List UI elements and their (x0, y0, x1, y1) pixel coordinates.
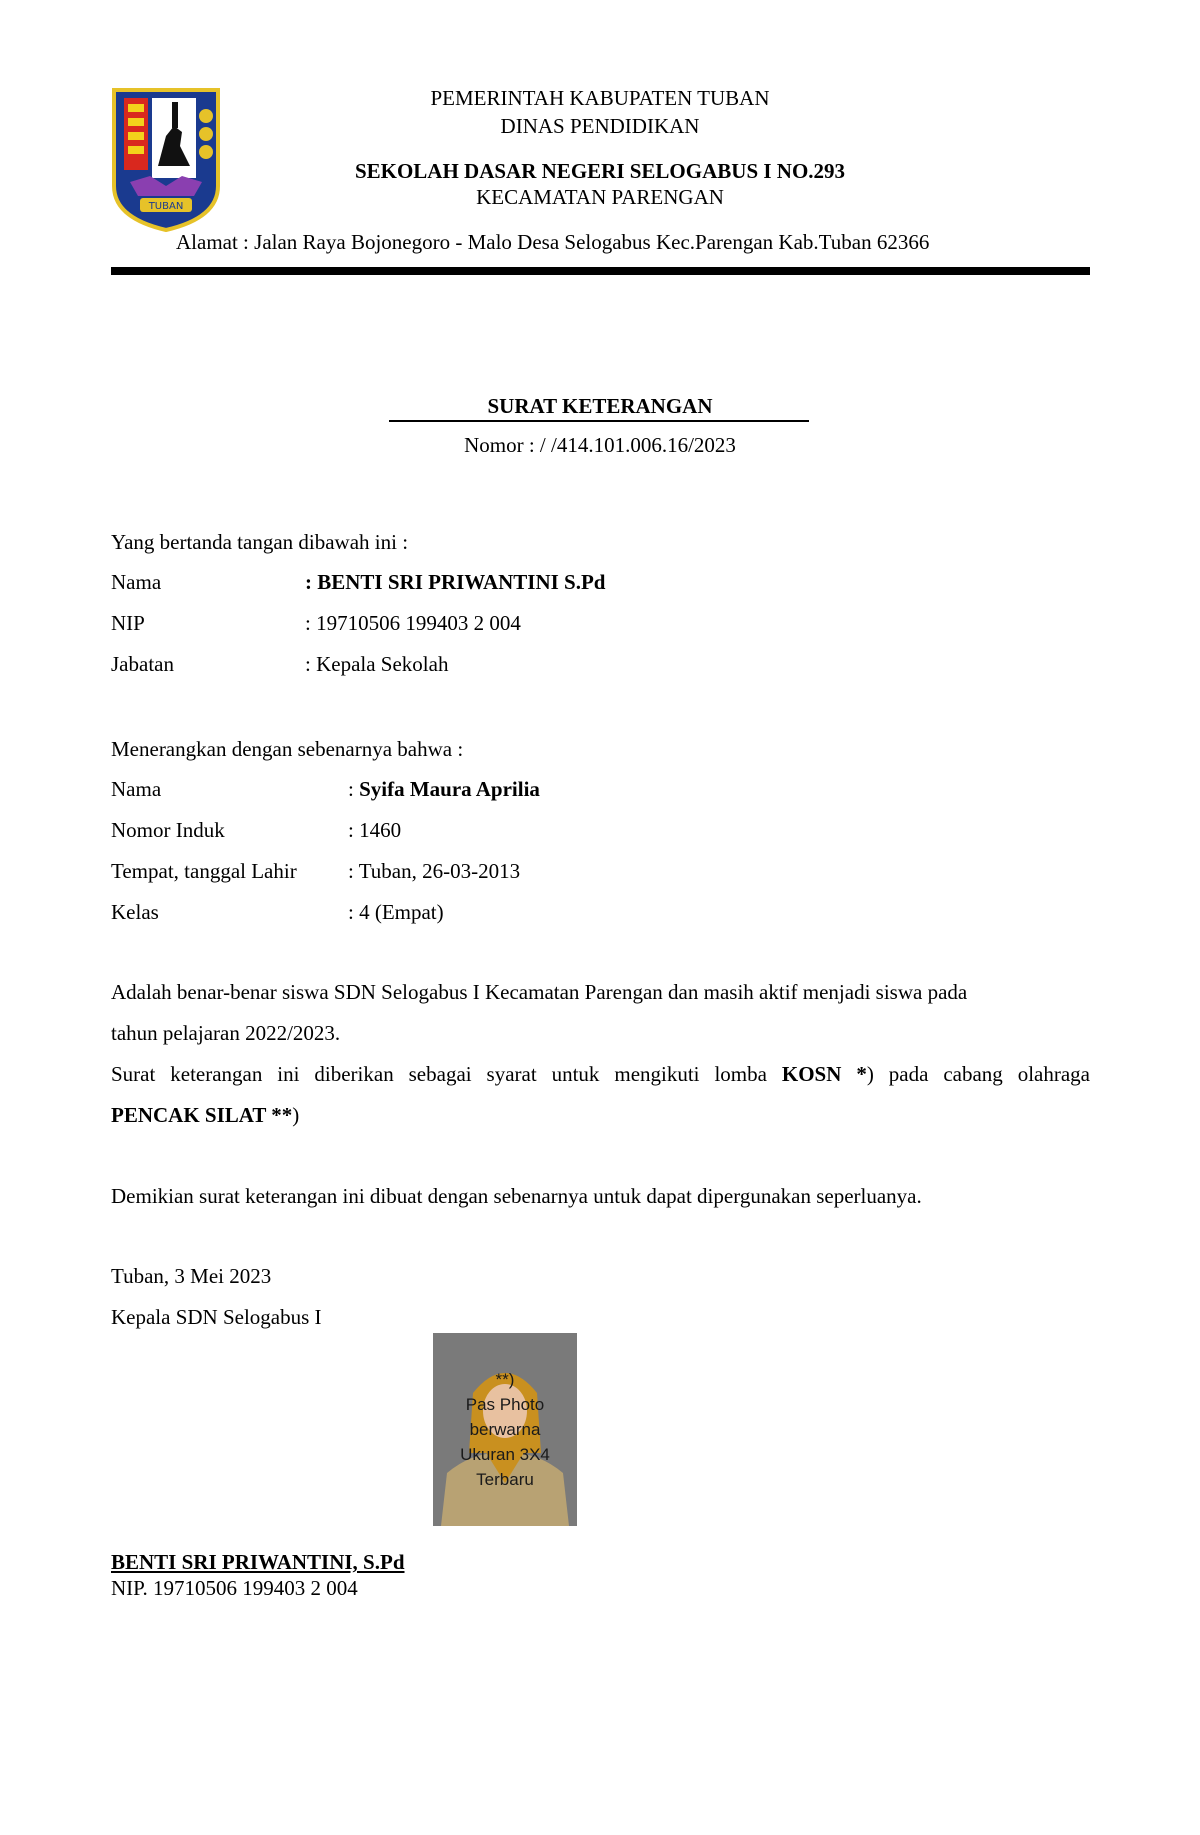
body-paragraph-2-line-2 (111, 1103, 299, 1127)
header-school: SEKOLAH DASAR NEGERI SELOGABUS I NO.293 (354, 159, 846, 183)
sport-branch: PENCAK SILAT ** (111, 1103, 293, 1127)
student-label: Nomor Induk (111, 818, 225, 842)
student-label: Tempat, tanggal Lahir (111, 859, 297, 883)
student-label: Nama (111, 777, 162, 801)
photo-caption-line: Terbaru (476, 1470, 534, 1489)
title-underline (389, 420, 809, 422)
signer-position: Kepala SDN Selogabus I (111, 1305, 322, 1329)
body-paragraph-1-line-2: tahun pelajaran 2022/2023. (111, 1021, 341, 1045)
signer-row (111, 611, 521, 635)
student-row (111, 859, 521, 883)
signer-row (111, 570, 606, 594)
place-date: Tuban, 3 Mei 2023 (111, 1264, 272, 1288)
student-value (348, 777, 540, 801)
header-district: KECAMATAN PARENGAN (476, 185, 724, 209)
competition-name: KOSN * (781, 1062, 867, 1086)
student-colon: : (348, 777, 360, 801)
letter-title: SURAT KETERANGAN (487, 394, 713, 418)
signer-label: Nama (111, 570, 162, 594)
body-p2-text-b: ) pada cabang olahraga (866, 1062, 1091, 1086)
photo-caption-line: **) (495, 1370, 515, 1389)
header-government: PEMERINTAH KABUPATEN TUBAN (430, 86, 770, 110)
header-divider (111, 267, 1090, 275)
student-intro: Menerangkan dengan sebenarnya bahwa : (111, 737, 464, 761)
body-paragraph-2-line-1 (111, 1062, 1090, 1086)
student-row (111, 900, 444, 924)
photo-caption-line: Ukuran 3X4 (460, 1445, 550, 1464)
letter-number: Nomor : / /414.101.006.16/2023 (464, 433, 736, 457)
header-address: Alamat : Jalan Raya Bojonegoro - Malo Desa Selogabus Kec.Parengan Kab.Tuban 62366 (176, 230, 930, 254)
student-value: : 4 (Empat) (348, 900, 444, 924)
signer-value: : 19710506 199403 2 004 (305, 611, 521, 635)
signer-label: Jabatan (111, 652, 174, 676)
signer-row (111, 652, 449, 676)
signature-nip: NIP. 19710506 199403 2 004 (111, 1576, 358, 1600)
photo-caption (433, 1367, 577, 1492)
student-row (111, 777, 540, 801)
body-p2-text-a: Surat keterangan ini diberikan sebagai syarat untuk mengikuti lomba (111, 1062, 782, 1086)
student-name: Syifa Maura Aprilia (359, 777, 540, 801)
signature-name: BENTI SRI PRIWANTINI, S.Pd (111, 1550, 405, 1574)
signer-value: : BENTI SRI PRIWANTINI S.Pd (305, 570, 606, 594)
photo-caption-line: Pas Photo (465, 1395, 545, 1414)
closing-statement: Demikian surat keterangan ini dibuat dengan sebenarnya untuk dapat dipergunakan seperluanya. (111, 1184, 922, 1208)
student-label: Kelas (111, 900, 159, 924)
pas-photo (433, 1333, 577, 1526)
body-p2-text-c: ) (292, 1103, 300, 1127)
signer-label: NIP (111, 611, 145, 635)
photo-caption-line: berwarna (469, 1420, 541, 1439)
body-paragraph-1-line-1: Adalah benar-benar siswa SDN Selogabus I Kecamatan Parengan dan masih aktif menjadi siswa pada (111, 980, 968, 1004)
student-value: : 1460 (348, 818, 402, 842)
logo-text: TUBAN (148, 201, 184, 212)
student-value: : Tuban, 26-03-2013 (348, 859, 521, 883)
signer-value: : Kepala Sekolah (305, 652, 449, 676)
signer-intro: Yang bertanda tangan dibawah ini : (111, 530, 409, 554)
header-department: DINAS PENDIDIKAN (500, 114, 700, 138)
student-row (111, 818, 402, 842)
